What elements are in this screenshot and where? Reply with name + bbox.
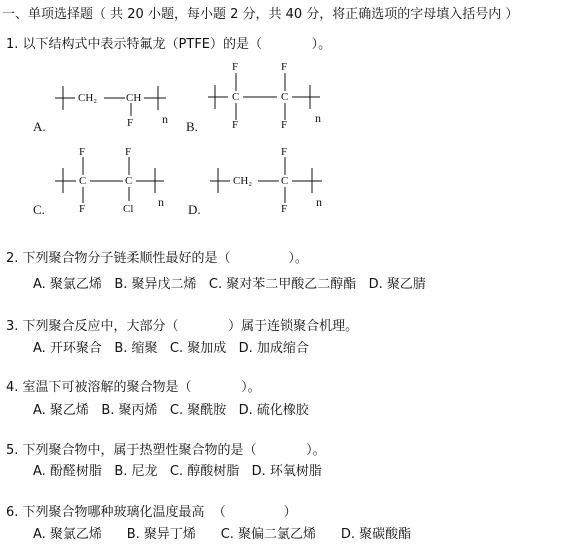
ch2-group: CH₂	[78, 92, 98, 104]
fluorine-label: F	[79, 146, 86, 158]
carbon-label: C	[232, 91, 240, 103]
question-4-stem: 4. 室温下可被溶解的聚合物是（ ）。	[6, 380, 261, 395]
question-6-stem: 6. 下列聚合物哪种玻璃化温度最高 （ ）	[6, 505, 297, 520]
repeat-n: n	[158, 195, 164, 209]
carbon-label: C	[79, 175, 87, 187]
question-5-options[interactable]: A. 酚醛树脂 B. 尼龙 C. 醇酸树脂 D. 环氧树脂	[33, 464, 322, 479]
question-1-stem: 1. 以下结构式中表示特氟龙（PTFE）的是（ ）。	[6, 37, 332, 52]
option-a-letter: A.	[33, 119, 46, 134]
carbon-label: C	[281, 175, 289, 187]
fluorine-label: F	[79, 203, 86, 215]
section-header: 一、单项选择题（ 共 20 小题，每小题 2 分，共 40 分，将正确选项的字母填入括号内 ）	[2, 7, 519, 22]
fluorine-label: F	[232, 61, 239, 73]
option-b-letter: B.	[186, 119, 198, 134]
carbon-label: C	[281, 91, 289, 103]
fluorine-label: F	[281, 146, 288, 158]
ch2-group: CH₂	[233, 175, 253, 187]
question-3-options[interactable]: A. 开环聚合 B. 缩聚 C. 聚加成 D. 加成缩合	[33, 341, 309, 356]
fluorine-label: F	[281, 203, 288, 215]
repeat-n: n	[162, 112, 168, 126]
question-6-options[interactable]: A. 聚氯乙烯 B. 聚异丁烯 C. 聚偏二氯乙烯 D. 聚碳酸酯	[33, 527, 412, 542]
fluorine-label: F	[127, 117, 134, 129]
question-2-stem: 2. 下列聚合物分子链柔顺性最好的是（ ）。	[6, 251, 308, 266]
question-5-stem: 5. 下列聚合物中，属于热塑性聚合物的是（ ）。	[6, 443, 326, 458]
fluorine-label: F	[281, 119, 288, 131]
ch-group: CH	[126, 92, 142, 104]
question-4-options[interactable]: A. 聚乙烯 B. 聚丙烯 C. 聚酰胺 D. 硫化橡胶	[33, 403, 309, 418]
option-d-letter: D.	[188, 202, 201, 217]
chlorine-label: Cl	[123, 203, 134, 215]
carbon-label: C	[125, 175, 133, 187]
repeat-n: n	[315, 111, 321, 125]
fluorine-label: F	[232, 119, 239, 131]
question-2-options[interactable]: A. 聚氯乙烯 B. 聚异戊二烯 C. 聚对苯二甲酸乙二醇酯 D. 聚乙腈	[33, 277, 426, 292]
repeat-n: n	[316, 195, 322, 209]
fluorine-label: F	[125, 146, 132, 158]
fluorine-label: F	[281, 61, 288, 73]
option-c-letter: C.	[33, 202, 45, 217]
question-3-stem: 3. 下列聚合反应中，大部分（ ）属于连锁聚合机理。	[6, 319, 359, 334]
